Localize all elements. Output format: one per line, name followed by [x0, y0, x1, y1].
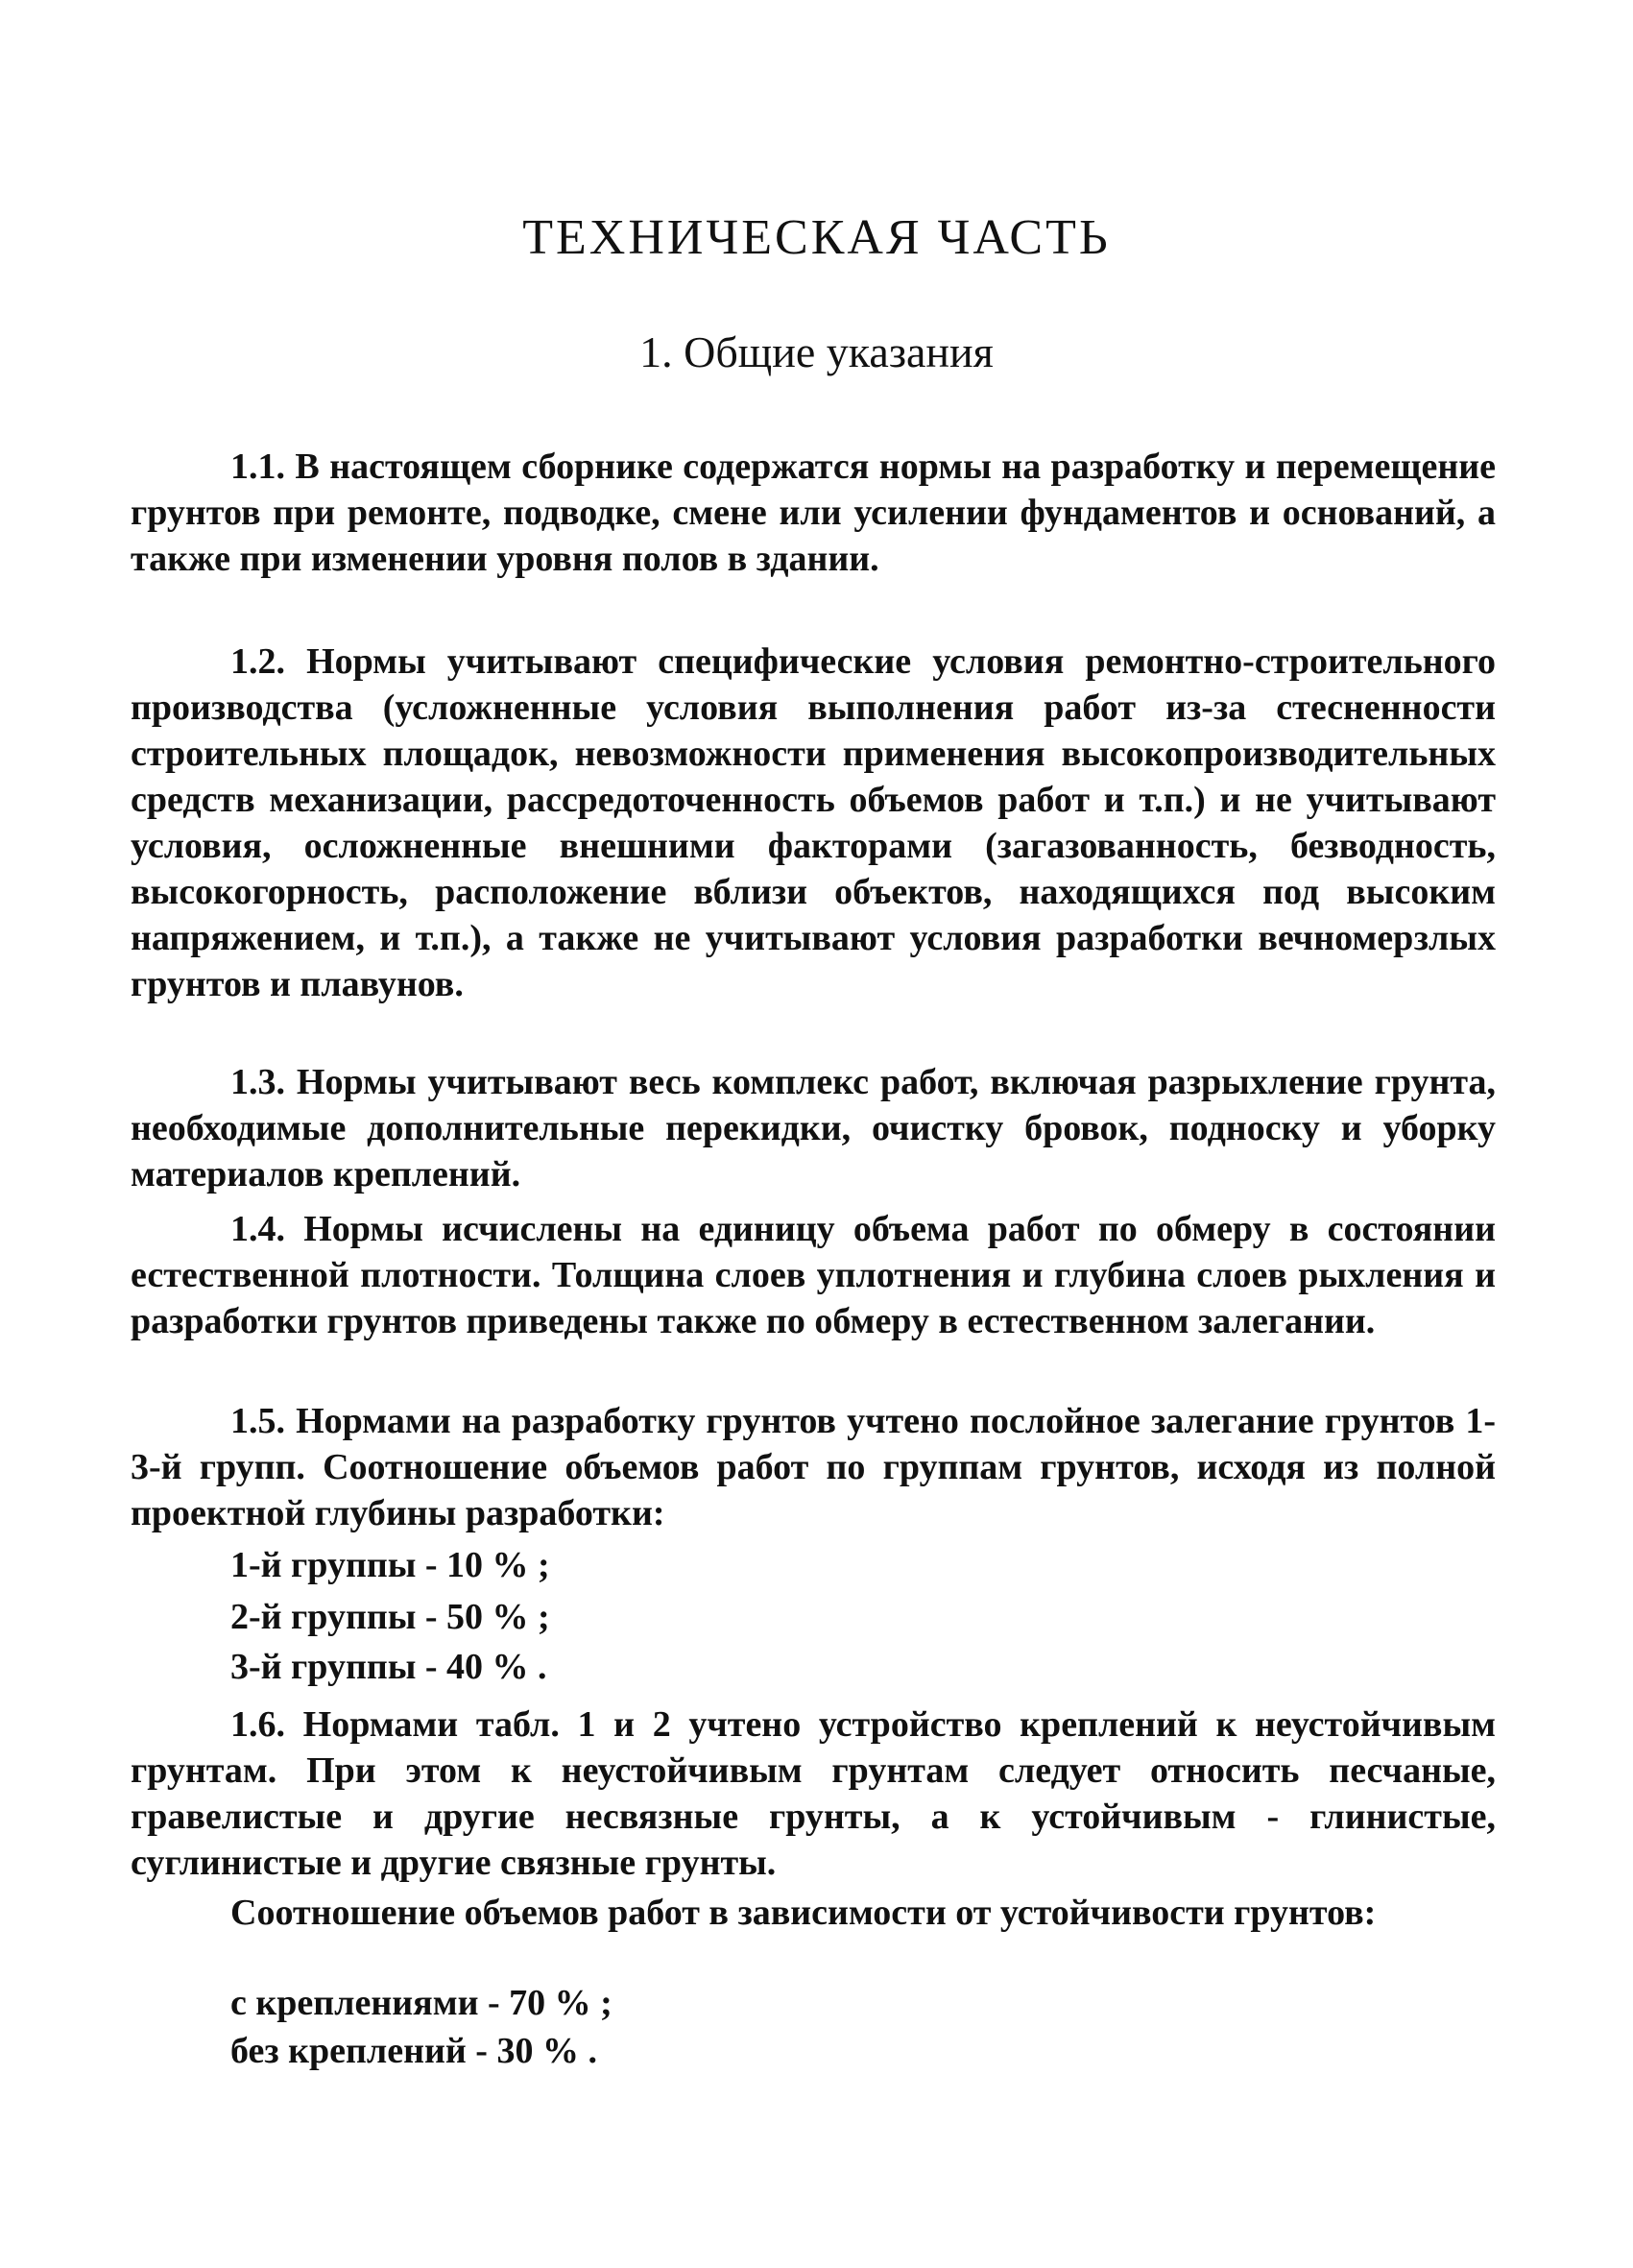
list-item-group-1: 1-й группы - 10 % ;: [230, 1545, 550, 1585]
list-item-with-supports: с креплениями - 70 % ;: [230, 1983, 612, 2023]
list-item-group-3: 3-й группы - 40 % .: [230, 1647, 547, 1687]
document-heading: ТЕХНИЧЕСКАЯ ЧАСТЬ: [522, 210, 1111, 265]
list-item-group-2: 2-й группы - 50 % ;: [230, 1597, 550, 1637]
paragraph-1-6: 1.6. Нормами табл. 1 и 2 учтено устройство креплений к неустойчивым грунтам. При этом к неустойчивым грунтам следует относить песчаные, гравелистые и другие несвязные грунты, а к устойчивым - глинистые, суглинистые и другие связные грунты.: [131, 1704, 1496, 1883]
paragraph-1-4: 1.4. Нормы исчислены на единицу объема работ по обмеру в состоянии естественной плотности. Толщина слоев уплотнения и глубина слоев рыхления и разработки грунтов приведены также по обмеру в естественном залегании.: [131, 1209, 1496, 1341]
section-title: 1. Общие указания: [639, 327, 994, 376]
paragraph-1-1: 1.1. В настоящем сборнике содержатся нормы на разработку и перемещение грунтов при ремонте, подводке, смене или усилении фундаментов и оснований, а также при изменении уровня полов в здании.: [131, 446, 1496, 579]
paragraph-1-3: 1.3. Нормы учитывают весь комплекс работ, включая разрыхление грунта, необходимые дополнительные перекидки, очистку бровок, подноску и уборку материалов креплений.: [131, 1062, 1496, 1194]
paragraph-1-5: 1.5. Нормами на разработку грунтов учтено послойное залегание грунтов 1-3-й групп. Соотношение объемов работ по группам грунтов, исходя из полной проектной глубины разработки:: [131, 1401, 1496, 1533]
paragraph-stability: Соотношение объемов работ в зависимости от устойчивости грунтов:: [230, 1893, 1377, 1933]
list-item-without-supports: без креплений - 30 % .: [230, 2031, 597, 2071]
paragraph-1-2: 1.2. Нормы учитывают специфические условия ремонтно-строительного производства (усложненные условия выполнения работ из-за стесненности строительных площадок, невозможности применения высокопроизводительных средств механизации, рассредоточенность объемов работ и т.п.) и не учитывают условия, осложненные внешними факторами (загазованность, безводность, высокогорность, расположение вблизи объектов, находящихся под высоким напряжением, и т.п.), а также не учитывают условия разработки вечномерзлых грунтов и плавунов.: [131, 641, 1496, 1004]
